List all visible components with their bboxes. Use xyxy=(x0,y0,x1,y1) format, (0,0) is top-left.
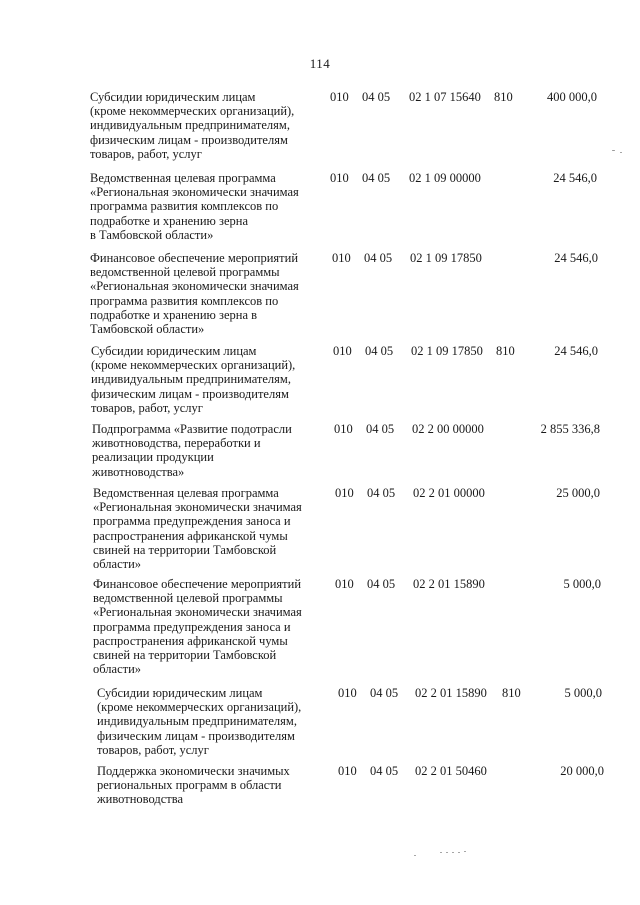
target-code: 02 1 07 15640 xyxy=(409,90,481,104)
target-code: 02 2 01 15890 xyxy=(413,577,485,591)
ministry-code: 010 xyxy=(333,344,352,358)
target-code: 02 2 01 15890 xyxy=(415,686,487,700)
amount: 24 546,0 xyxy=(554,251,598,265)
ministry-code: 010 xyxy=(335,577,354,591)
scan-speck xyxy=(440,852,442,853)
expense-type-code: 810 xyxy=(502,686,521,700)
row-description: Финансовое обеспечение мероприятий ведомственной целевой программы «Региональная экономически значимая программа предупреждения заноса и распространения африканской чумы свиней на территории Тамбовской области» xyxy=(93,577,302,677)
section-code: 04 05 xyxy=(364,251,393,265)
target-code: 02 2 00 00000 xyxy=(412,422,484,436)
section-code: 04 05 xyxy=(370,764,399,778)
expense-type-code: 810 xyxy=(494,90,513,104)
ministry-code: 010 xyxy=(330,90,349,104)
section-code: 04 05 xyxy=(367,486,396,500)
ministry-code: 010 xyxy=(338,686,357,700)
scan-speck xyxy=(446,852,448,853)
ministry-code: 010 xyxy=(338,764,357,778)
section-code: 04 05 xyxy=(365,344,394,358)
ministry-code: 010 xyxy=(330,171,349,185)
page-number: 114 xyxy=(309,56,331,71)
section-code: 04 05 xyxy=(362,90,391,104)
section-code: 04 05 xyxy=(367,577,396,591)
target-code: 02 2 01 50460 xyxy=(415,764,487,778)
target-code: 02 1 09 00000 xyxy=(409,171,481,185)
row-description: Субсидии юридическим лицам (кроме некоммерческих организаций), индивидуальным предпринимателям, физическим лицам - производителям товаров, работ, услуг xyxy=(91,344,296,415)
amount: 20 000,0 xyxy=(560,764,604,778)
target-code: 02 2 01 00000 xyxy=(413,486,485,500)
expense-type-code: 810 xyxy=(496,344,515,358)
scan-speck xyxy=(452,852,454,853)
amount: 400 000,0 xyxy=(547,90,597,104)
row-description: Субсидии юридическим лицам (кроме некоммерческих организаций), индивидуальным предпринимателям, физическим лицам - производителям товаров, работ, услуг xyxy=(90,90,295,161)
amount: 2 855 336,8 xyxy=(540,422,600,436)
amount: 5 000,0 xyxy=(564,686,602,700)
scan-speck xyxy=(620,152,622,153)
row-description: Подпрограмма «Развитие подотрасли животноводства, переработки и реализации продукции животноводства» xyxy=(92,422,292,479)
scan-speck xyxy=(458,852,460,853)
target-code: 02 1 09 17850 xyxy=(410,251,482,265)
amount: 24 546,0 xyxy=(554,344,598,358)
amount: 24 546,0 xyxy=(553,171,597,185)
amount: 25 000,0 xyxy=(556,486,600,500)
row-description: Финансовое обеспечение мероприятий ведомственной целевой программы «Региональная экономически значимая программа развития комплексов по подработке и хранению зерна в Тамбовской области» xyxy=(90,251,299,337)
row-description: Поддержка экономически значимых региональных программ в области животноводства xyxy=(97,764,290,807)
scan-speck xyxy=(612,150,615,151)
section-code: 04 05 xyxy=(362,171,391,185)
section-code: 04 05 xyxy=(370,686,399,700)
ministry-code: 010 xyxy=(332,251,351,265)
amount: 5 000,0 xyxy=(563,577,601,591)
scan-speck xyxy=(414,855,416,856)
target-code: 02 1 09 17850 xyxy=(411,344,483,358)
scan-speck xyxy=(464,851,466,852)
ministry-code: 010 xyxy=(334,422,353,436)
ministry-code: 010 xyxy=(335,486,354,500)
row-description: Ведомственная целевая программа «Региональная экономически значимая программа предупреждения заноса и распространения африканской чумы свиней на территории Тамбовской области» xyxy=(93,486,302,572)
row-description: Ведомственная целевая программа «Региональная экономически значимая программа развития комплексов по подработке и хранению зерна в Тамбовской области» xyxy=(90,171,299,242)
section-code: 04 05 xyxy=(366,422,395,436)
row-description: Субсидии юридическим лицам (кроме некоммерческих организаций), индивидуальным предпринимателям, физическим лицам - производителям товаров, работ, услуг xyxy=(97,686,302,757)
